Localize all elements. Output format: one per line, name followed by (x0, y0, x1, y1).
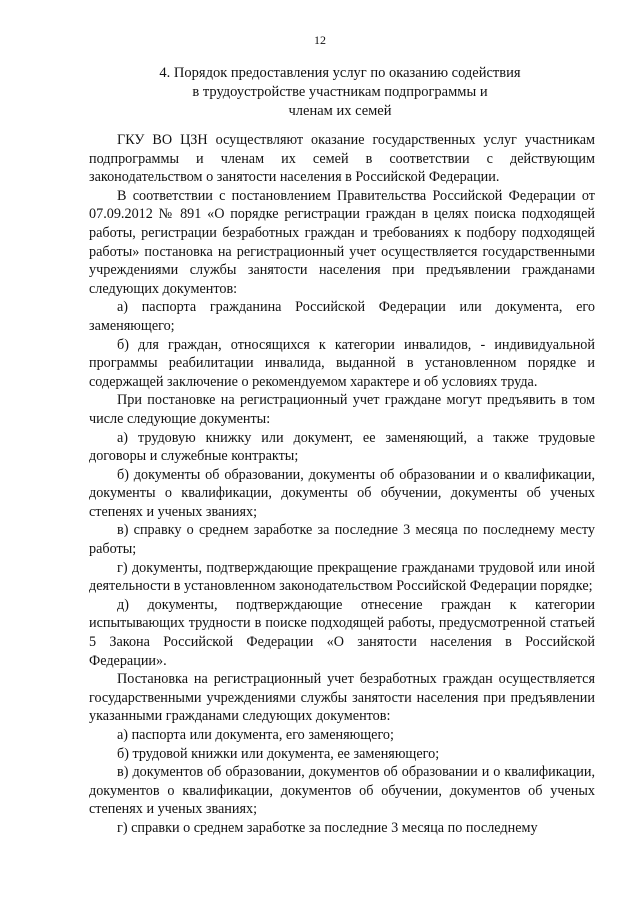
list-item-b-disability: б) для граждан, относящихся к категории инвалидов, - индивидуальной программы реабилитации инвалида, выданной в установленном порядке и содержащей заключение о рекомендуемом характере и об условиях труда. (89, 336, 595, 390)
list-item-d-termination: г) документы, подтверждающие прекращение гражданами трудовой или иной деятельности в установленном законодательством Российской Федерации порядке; (89, 559, 595, 595)
paragraph-optional-docs: При постановке на регистрационный учет граждане могут предъявить в том числе следующие документы: (89, 392, 595, 427)
paragraph-resolution: В соответствии с постановлением Правительства Российской Федерации от 07.09.2012 № 891 «О порядке регистрации граждан в целях поиска подходящей работы, регистрации безработных граждан и требованиях к подбору подходящей работы» постановка на регистрационный учет осуществляется государственными учреждениями службы занятости населения при предъявлении гражданами следующих документов: (89, 187, 595, 297)
list-item-c-education-2: в) документов об образовании, документов об образовании и о квалификации, документов о квалификации, документов об обучении, документов об ученых степенях и ученых званиях; (89, 764, 595, 818)
list-item-c-salary: в) справку о среднем заработке за последние 3 месяца по последнему месту работы; (89, 522, 595, 558)
list-item-a-passport-2: а) паспорта или документа, его заменяющего; (117, 727, 394, 743)
section-title (120, 64, 560, 121)
list-item-b-workbook-2: б) трудовой книжки или документа, ее заменяющего; (117, 745, 440, 762)
list-item-a-workbook: а) трудовую книжку или документ, ее заменяющий, а также трудовые договоры и служебные контракты; (89, 429, 595, 465)
list-item-a-passport: а) паспорта гражданина Российской Федерации или документа, его заменяющего; (89, 299, 595, 334)
page-number: 12 (314, 33, 326, 47)
section-title-line-3: членам их семей (288, 103, 392, 119)
section-title-line-1: 4. Порядок предоставления услуг по оказанию содействия (159, 65, 521, 81)
document-body (89, 131, 595, 838)
list-item-b-education: б) документы об образовании, документы об образовании и о квалификации, документы о квалификации, документы об обучении, документы об ученых степенях и ученых званиях; (89, 466, 595, 520)
section-title-line-2: в трудоустройстве участникам подпрограммы и (192, 84, 488, 100)
list-item-d-salary-2: г) справки о среднем заработке за последние 3 месяца по последнему (117, 819, 538, 836)
list-item-e-category: д) документы, подтверждающие отнесение граждан к категории испытывающих трудности в поиске подходящей работы, предусмотренной статьей 5 Закона Российской Федерации «О занятости населения в Российской Федерации». (89, 596, 595, 669)
paragraph-intro: ГКУ ВО ЦЗН осуществляют оказание государственных услуг участникам подпрограммы и членам их семей в соответствии с действующим законодательством о занятости населения в Российской Федерации. (89, 132, 595, 186)
paragraph-unemployed-registration: Постановка на регистрационный учет безработных граждан осуществляется государственными учреждениями службы занятости населения при предъявлении указанными гражданами следующих документов: (89, 671, 595, 725)
